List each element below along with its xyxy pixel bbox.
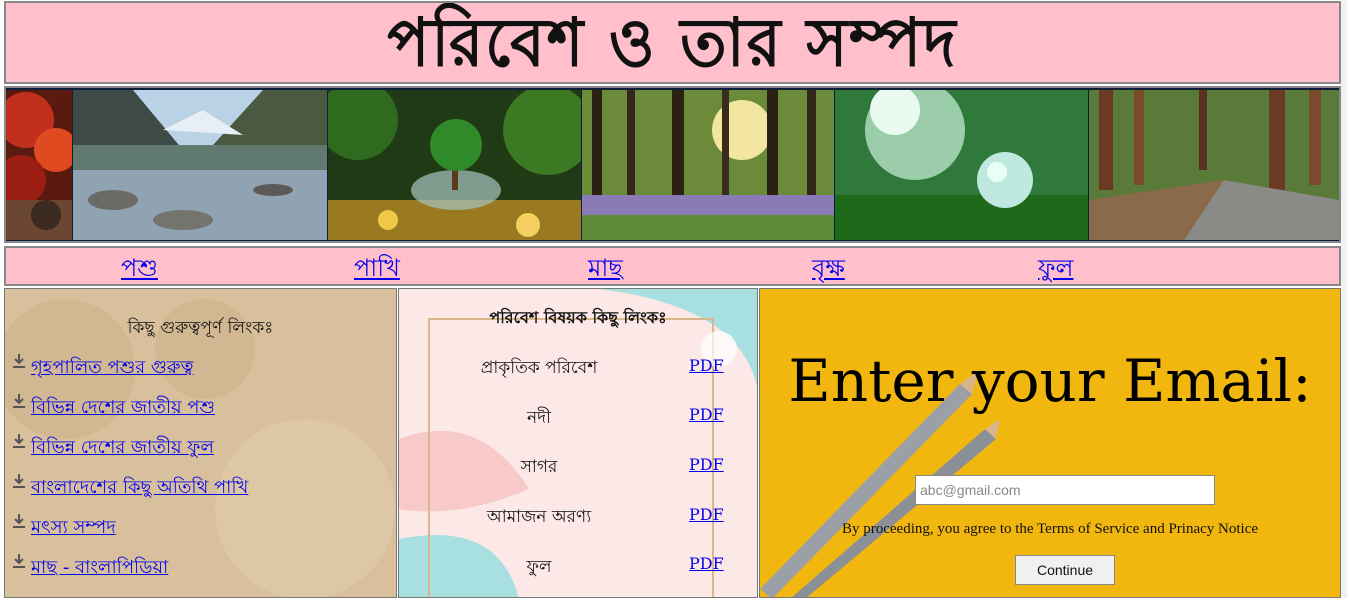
download-link[interactable] [11,553,168,584]
link-text[interactable]: মৎস্য সম্পদ [31,517,116,538]
download-link[interactable] [11,433,214,464]
env-topic-label: সাগর [520,457,558,477]
page-scrollbar[interactable] [1341,0,1347,598]
link-text[interactable]: বাংলাদেশের কিছু অতিথি পাখি [31,477,249,498]
important-links-panel [4,288,397,598]
environment-links-panel [398,288,758,598]
pdf-link[interactable]: PDF [689,405,724,424]
email-prompt-title: Enter your Email: [788,347,1312,415]
mountain-river-photo [73,90,327,240]
continue-button[interactable]: Continue [1015,555,1115,585]
env-topic-label: নদী [527,408,551,428]
download-link[interactable] [11,513,116,544]
photo-gallery-banner [4,86,1341,243]
download-link[interactable] [11,353,193,384]
env-topic-label: প্রাকৃতিক পরিবেশ [480,358,598,378]
download-link[interactable] [11,473,248,504]
site-header [4,1,1341,84]
nav-link-animals[interactable]: পশু [121,254,158,282]
env-topic-label: ফুল [526,557,552,577]
links-heading: কিছু গুরুত্বপূর্ণ লিংকঃ [127,318,274,338]
download-icon [11,433,27,449]
download-icon [11,473,27,489]
nav-link-birds[interactable]: পাখি [354,254,400,282]
env-links-heading: পরিবেশ বিষয়ক কিছু লিংকঃ [489,308,667,327]
download-icon [11,513,27,529]
glass-globe-photo [835,90,1088,240]
link-text[interactable]: মাছ - বাংলাপিডিয়া [31,557,169,578]
forest-road-photo [1089,90,1339,240]
email-signup-panel [759,288,1341,598]
pdf-link[interactable]: PDF [689,356,724,375]
nav-link-trees[interactable]: বৃক্ষ [812,254,845,282]
pencils-background [760,289,1341,598]
glass-tree-photo [328,90,581,240]
download-icon [11,393,27,409]
link-text[interactable]: বিভিন্ন দেশের জাতীয় পশু [31,397,216,418]
autumn-leaves-photo [6,90,72,240]
category-nav [4,246,1341,286]
pdf-link[interactable]: PDF [689,554,724,573]
email-input[interactable] [915,475,1215,505]
download-icon [11,353,27,369]
pdf-link[interactable]: PDF [689,505,724,524]
env-topic-label: আমাজন অরণ্য [486,507,592,527]
download-icon [11,553,27,569]
site-title: পরিবেশ ও তার সম্পদ [387,3,958,82]
download-link[interactable] [11,393,215,424]
link-text[interactable]: গৃহপালিত পশুর গুরুত্ব [31,357,194,378]
nav-link-flowers[interactable]: ফুল [1038,254,1074,282]
pdf-link[interactable]: PDF [689,455,724,474]
forest-bluebells-photo [582,90,834,240]
floral-background [399,289,758,598]
link-text[interactable]: বিভিন্ন দেশের জাতীয় ফুল [31,437,214,458]
nav-link-fish[interactable]: মাছ [588,254,623,282]
terms-notice: By proceeding, you agree to the Terms of Service and Prinacy Notice [841,521,1259,537]
